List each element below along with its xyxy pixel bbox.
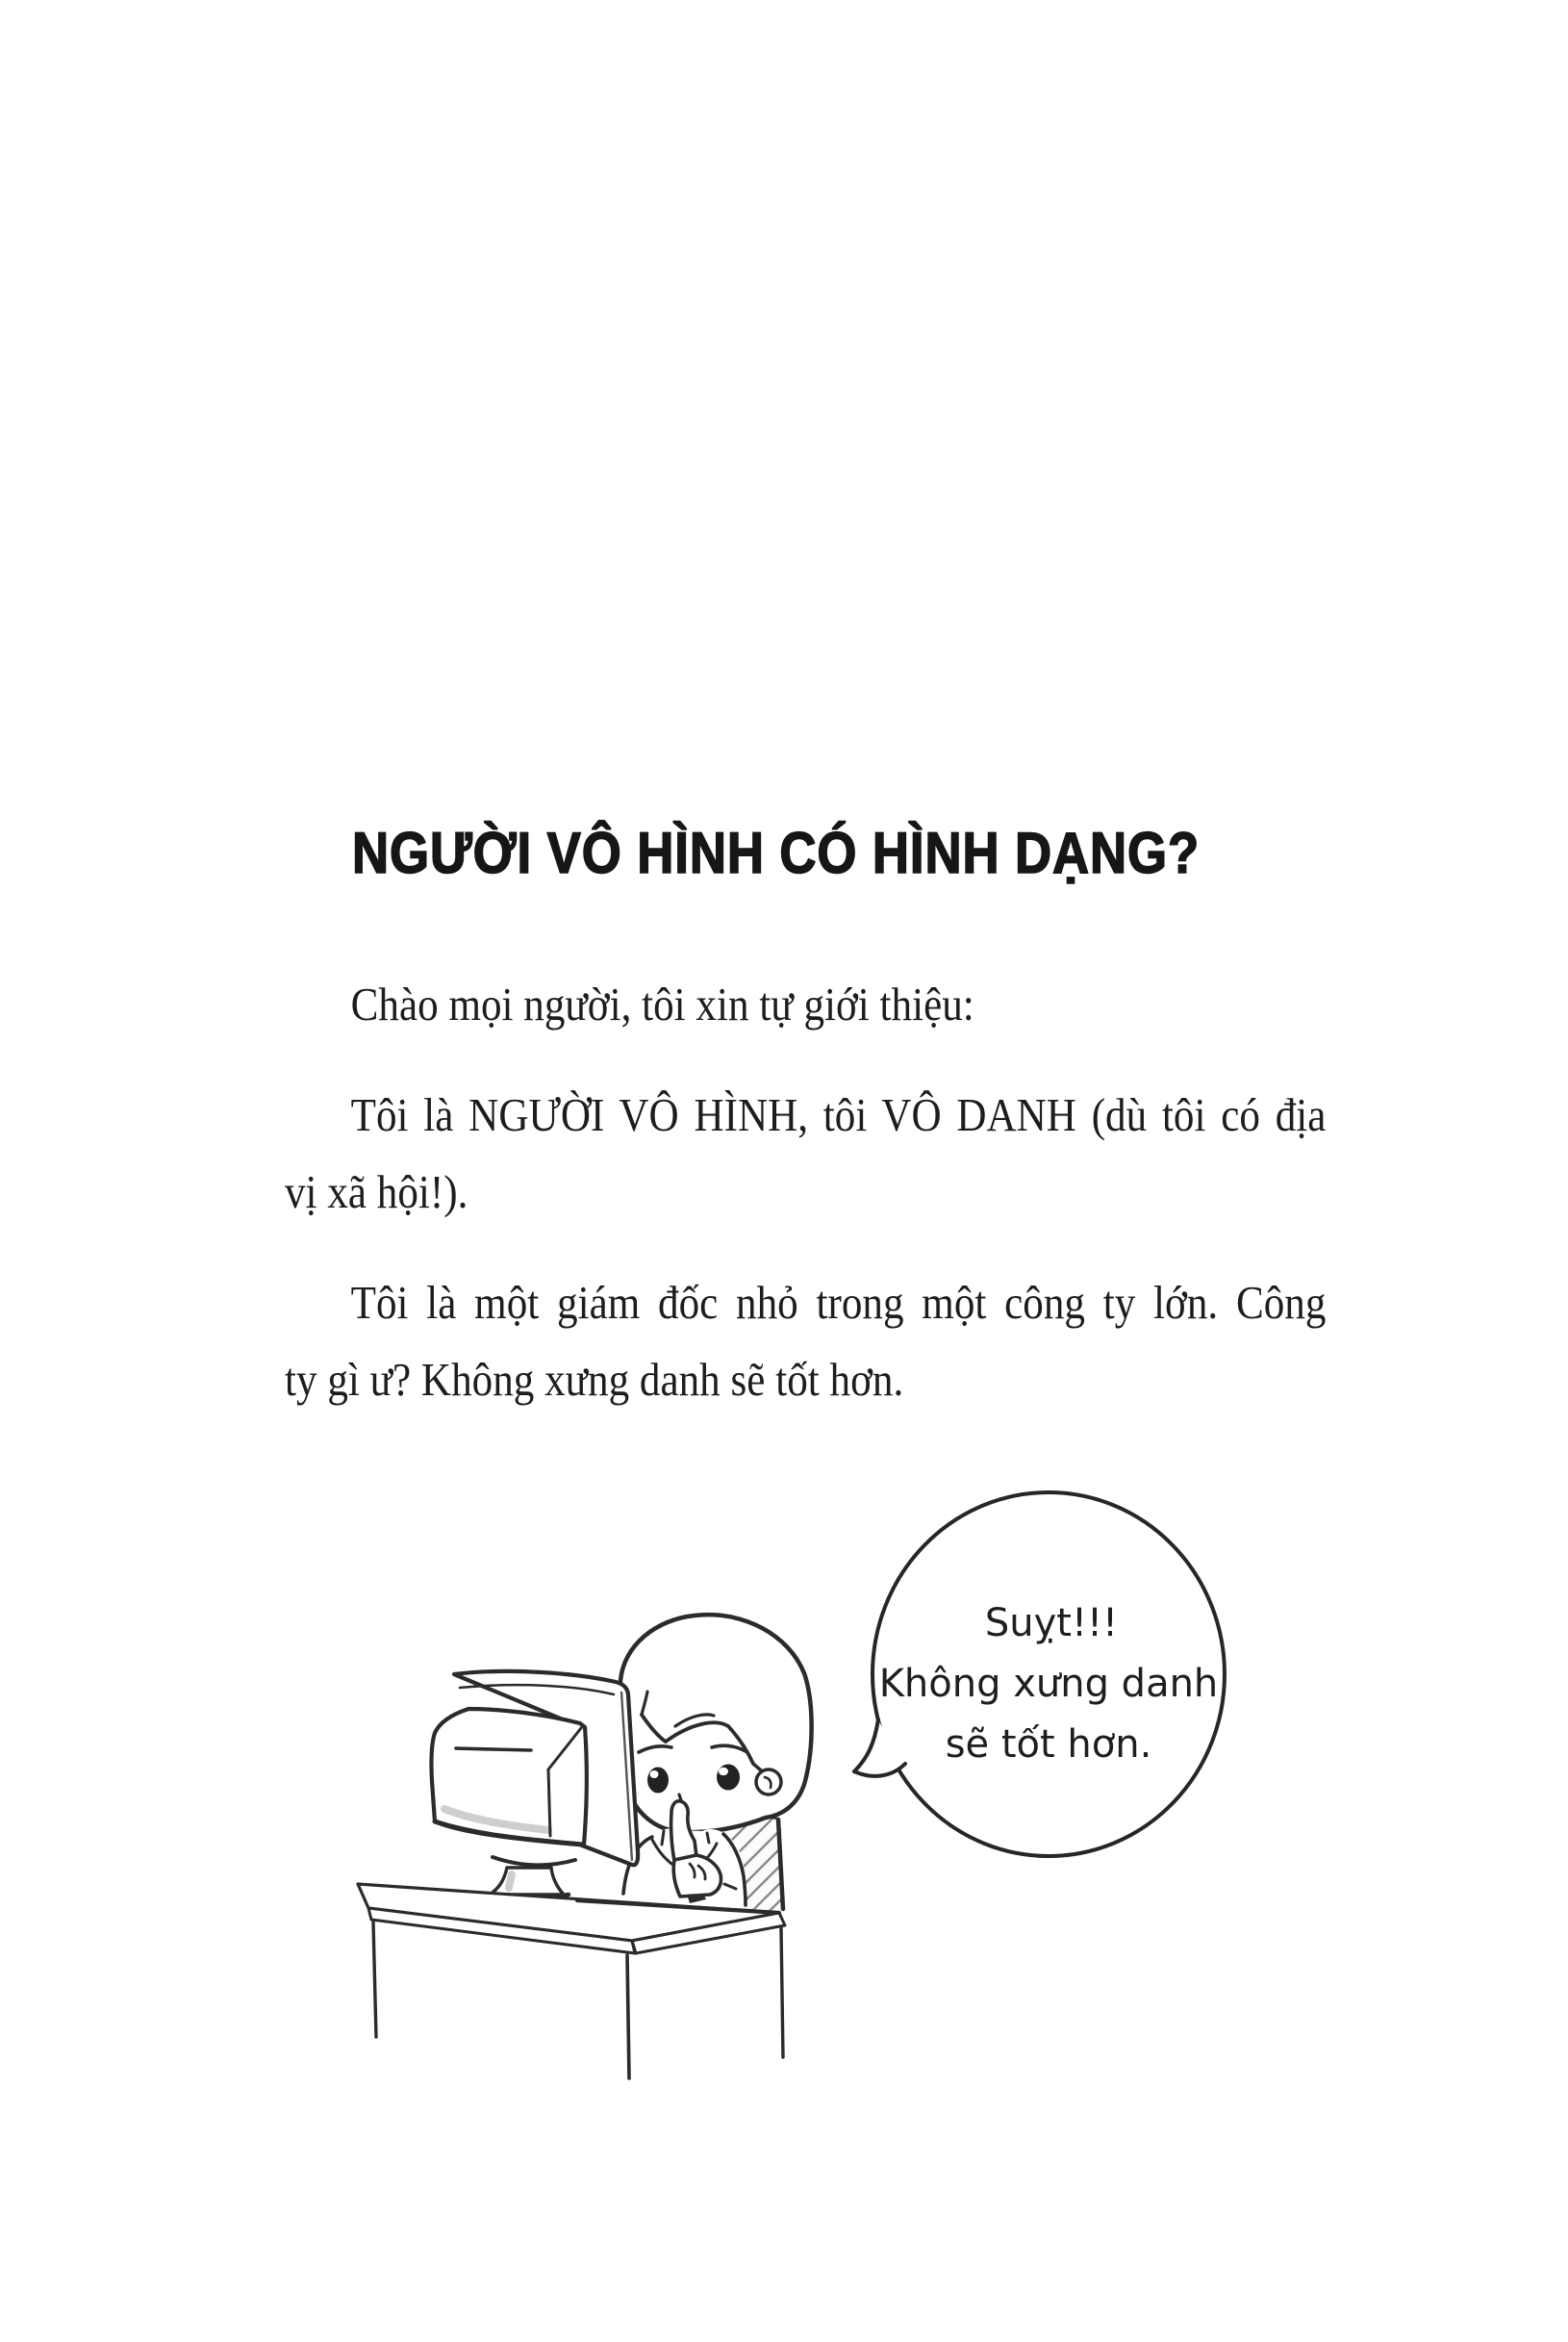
speech-text-line-3: sẽ tốt hơn. (945, 1722, 1152, 1767)
desk-leg-left (373, 1922, 376, 2037)
speech-text-line-2: Không xưng danh (878, 1662, 1219, 1706)
paragraph-3 (285, 1264, 1326, 1418)
boy-ear (756, 1769, 781, 1795)
desk-leg-right (781, 1928, 783, 2057)
chapter-title: NGƯỜI VÔ HÌNH CÓ HÌNH DẠNG? (352, 821, 1201, 885)
paragraph-1 (285, 966, 1326, 1043)
body-text (285, 966, 1326, 1452)
text-line: Tôi là một giám đốc nhỏ trong một công ty lớn. Công (350, 1276, 1327, 1329)
crt-monitor-drawing (431, 1671, 638, 1898)
desk-leg-middle (627, 1955, 629, 2078)
text-line: ty gì ư? Không xưng danh sẽ tốt hơn. (285, 1353, 904, 1406)
desk-drawing (358, 1884, 785, 2078)
speech-bubble (854, 1492, 1225, 1856)
speech-text-line-1: Suỵt!!! (984, 1601, 1119, 1645)
text-line: Chào mọi người, tôi xin tự giới thiệu: (350, 978, 974, 1031)
illustration-boy-at-computer (337, 1467, 1251, 2141)
text-line: Tôi là NGƯỜI VÔ HÌNH, tôi VÔ DANH (dù tôi có địa (350, 1088, 1327, 1141)
text-line: vị xã hội!). (285, 1165, 468, 1218)
paragraph-2 (285, 1077, 1326, 1231)
